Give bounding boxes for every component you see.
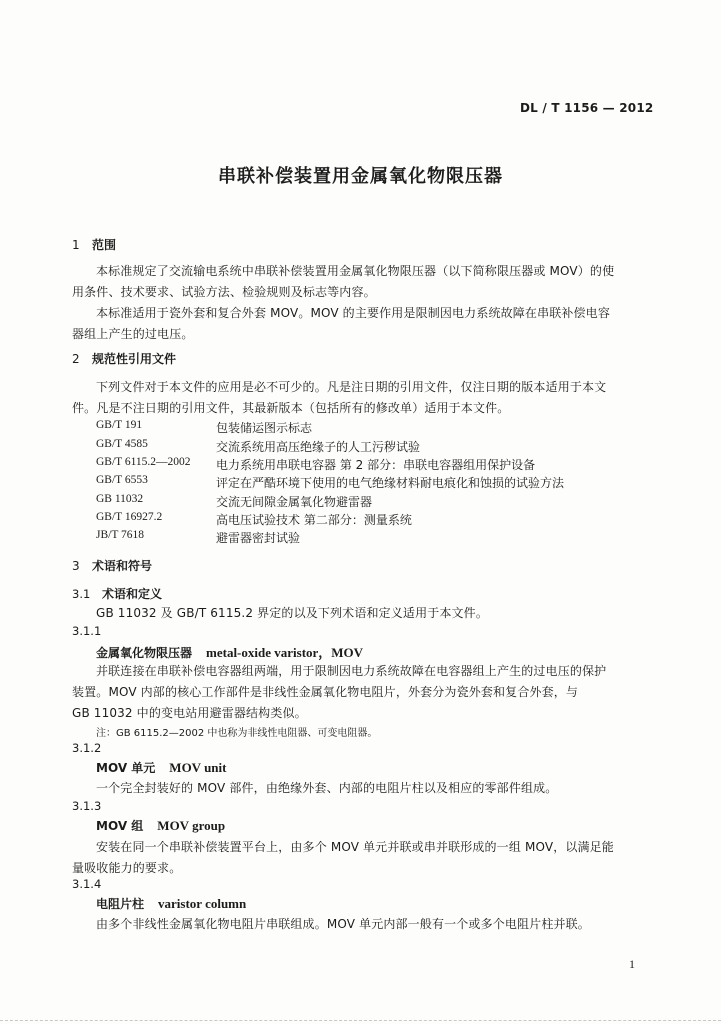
term-zh: 电阻片柱 <box>96 897 145 911</box>
term-entry <box>96 895 246 912</box>
subsection-number: 3.1 <box>72 587 91 601</box>
paragraph-line: 本标准规定了交流输电系统中串联补偿装置用金属氧化物限压器（以下简称限压器或 MOV）的使 <box>96 264 615 278</box>
reference-title: 交流无间隙金属氧化物避雷器 <box>216 495 373 509</box>
reference-code: GB 11032 <box>96 493 144 505</box>
term-entry <box>96 817 225 834</box>
page-number: 1 <box>629 957 635 971</box>
reference-code: GB/T 191 <box>96 419 143 431</box>
definition-line: 由多个非线性金属氧化物电阻片串联组成。MOV 单元内部一般有一个或多个电阻片柱并联。 <box>96 917 590 931</box>
reference-title: 包装储运图示标志 <box>216 421 313 435</box>
reference-title: 电力系统用串联电容器 第 2 部分：串联电容器组用保护设备 <box>216 458 536 472</box>
document-code: DL / T 1156 — 2012 <box>520 101 654 115</box>
subsection-heading <box>72 585 162 602</box>
term-en: MOV unit <box>169 760 227 775</box>
term-en: MOV group <box>157 818 226 833</box>
section-title: 范围 <box>92 238 117 252</box>
term-entry <box>96 642 363 661</box>
reference-code: GB/T 16927.2 <box>96 511 163 523</box>
reference-code: GB/T 4585 <box>96 438 148 450</box>
term-number: 3.1.1 <box>72 624 102 638</box>
term-zh: MOV 单元 <box>96 761 156 775</box>
reference-code: GB/T 6553 <box>96 474 148 486</box>
term-zh: MOV 组 <box>96 819 144 833</box>
term-note: 注：GB 6115.2—2002 中也称为非线性电阻器、可变电阻器。 <box>96 728 378 739</box>
paragraph-line: 器组上产生的过电压。 <box>72 327 194 341</box>
paragraph-line: GB 11032 及 GB/T 6115.2 界定的以及下列术语和定义适用于本文件。 <box>96 606 488 620</box>
definition-line: 量吸收能力的要求。 <box>72 861 182 875</box>
section-number: 2 <box>72 352 80 366</box>
definition-line: 装置。MOV 内部的核心工作部件是非线性金属氧化物电阻片，外套分为瓷外套和复合外套，与 <box>72 685 579 699</box>
section-heading-normative-references <box>72 350 176 367</box>
term-entry <box>96 759 226 776</box>
reference-code: GB/T 6115.2—2002 <box>96 456 191 468</box>
section-title: 规范性引用文件 <box>92 352 177 366</box>
section-number: 1 <box>72 238 80 252</box>
subsection-title: 术语和定义 <box>102 587 163 601</box>
reference-title: 评定在严酷环境下使用的电气绝缘材料耐电痕化和蚀损的试验方法 <box>216 476 565 490</box>
paragraph-line: 下列文件对于本文件的应用是必不可少的。凡是注日期的引用文件，仅注日期的版本适用于本文 <box>96 380 607 394</box>
term-number: 3.1.2 <box>72 741 102 755</box>
definition-line: GB 11032 中的变电站用避雷器结构类似。 <box>72 706 307 720</box>
definition-line: 并联连接在串联补偿电容器组两端，用于限制因电力系统故障在电容器组上产生的过电压的保护 <box>96 664 607 678</box>
scan-edge-divider <box>0 1020 721 1021</box>
term-en: metal-oxide varistor，MOV <box>206 645 364 660</box>
section-number: 3 <box>72 559 80 573</box>
term-en: varistor column <box>158 896 247 911</box>
reference-title: 交流系统用高压绝缘子的人工污秽试验 <box>216 440 421 454</box>
paragraph-line: 件。凡是不注日期的引用文件，其最新版本（包括所有的修改单）适用于本文件。 <box>72 401 510 415</box>
paragraph-line: 用条件、技术要求、试验方法、检验规则及标志等内容。 <box>72 285 376 299</box>
section-heading-scope <box>72 236 116 253</box>
paragraph-line: 本标准适用于瓷外套和复合外套 MOV。MOV 的主要作用是限制因电力系统故障在串联补偿电容 <box>96 306 610 320</box>
reference-title: 避雷器密封试验 <box>216 531 301 545</box>
page-title: 串联补偿装置用金属氧化物限压器 <box>218 166 503 187</box>
term-zh: 金属氧化物限压器 <box>96 646 193 660</box>
section-heading-terms <box>72 557 152 574</box>
reference-title: 高电压试验技术 第二部分：测量系统 <box>216 513 412 527</box>
definition-line: 安装在同一个串联补偿装置平台上，由多个 MOV 单元并联或串并联形成的一组 MOV，以满足能 <box>96 840 614 854</box>
term-number: 3.1.4 <box>72 877 102 891</box>
section-title: 术语和符号 <box>92 559 153 573</box>
term-number: 3.1.3 <box>72 799 102 813</box>
definition-line: 一个完全封装好的 MOV 部件，由绝缘外套、内部的电阻片柱以及相应的零部件组成。 <box>96 781 558 795</box>
reference-code: JB/T 7618 <box>96 529 145 541</box>
